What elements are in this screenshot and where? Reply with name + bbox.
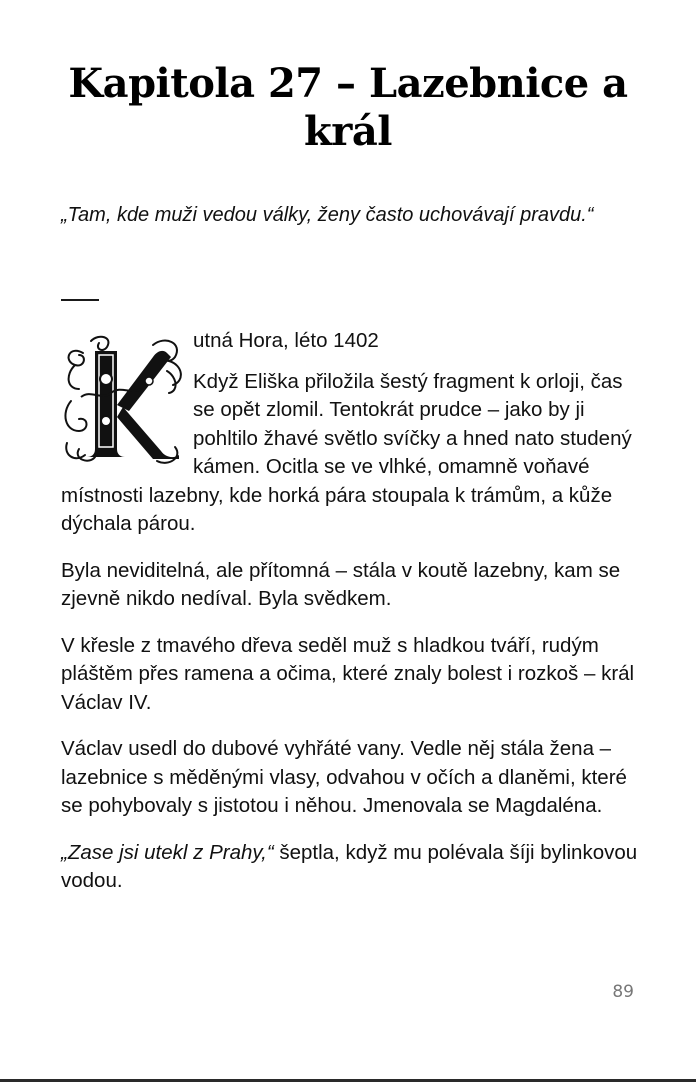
dialogue-quote: „Zase jsi utekl z Prahy,“ <box>61 840 274 864</box>
page-number: 89 <box>612 982 634 1002</box>
paragraph-5-text: šeptla, když mu polévala šíji bylinkovou vodou. <box>61 840 638 892</box>
paragraph-2: Byla neviditelná, ale přítomná – stála v koutě lazebny, kam se zjevně nikdo nedíval. Byla svědkem. <box>61 558 621 610</box>
chapter-title: Kapitola 27 – Lazebnice a král <box>68 60 628 155</box>
ornate-initial-k-icon <box>61 331 187 467</box>
section-divider <box>61 299 99 301</box>
place-date-text: utná Hora, léto 1402 <box>193 329 379 352</box>
paragraph-3: V křesle z tmavého dřeva seděl muž s hladkou tváří, rudým pláštěm přes ramena a očima, které znaly bolest i rozkoš – král Václav IV. <box>61 633 635 714</box>
epigraph: „Tam, kde muži vedou války, ženy často uchovávají pravdu.“ <box>61 204 594 226</box>
paragraph-4: Václav usedl do dubové vyhřáté vany. Vedle něj stála žena – lazebnice s měděnými vlasy, odvahou v očích a dlaněmi, které se pohybovaly s jistotou i něhou. Jmenovala se Magdaléna. <box>61 737 627 817</box>
paragraph-5 <box>61 839 641 896</box>
paragraph-1: Když Eliška přiložila šestý fragment k orloji, čas se opět zlomil. Tentokrát prudce – jako by ji pohltilo žhavé světlo svíčky a hned nato studený kámen. Ocitla se ve vlhké, omamně voňavé místnosti lazebny, kde horká pára stoupala k trámům, a kůže dýchala párou. <box>61 369 632 535</box>
chapter-body <box>61 327 641 914</box>
